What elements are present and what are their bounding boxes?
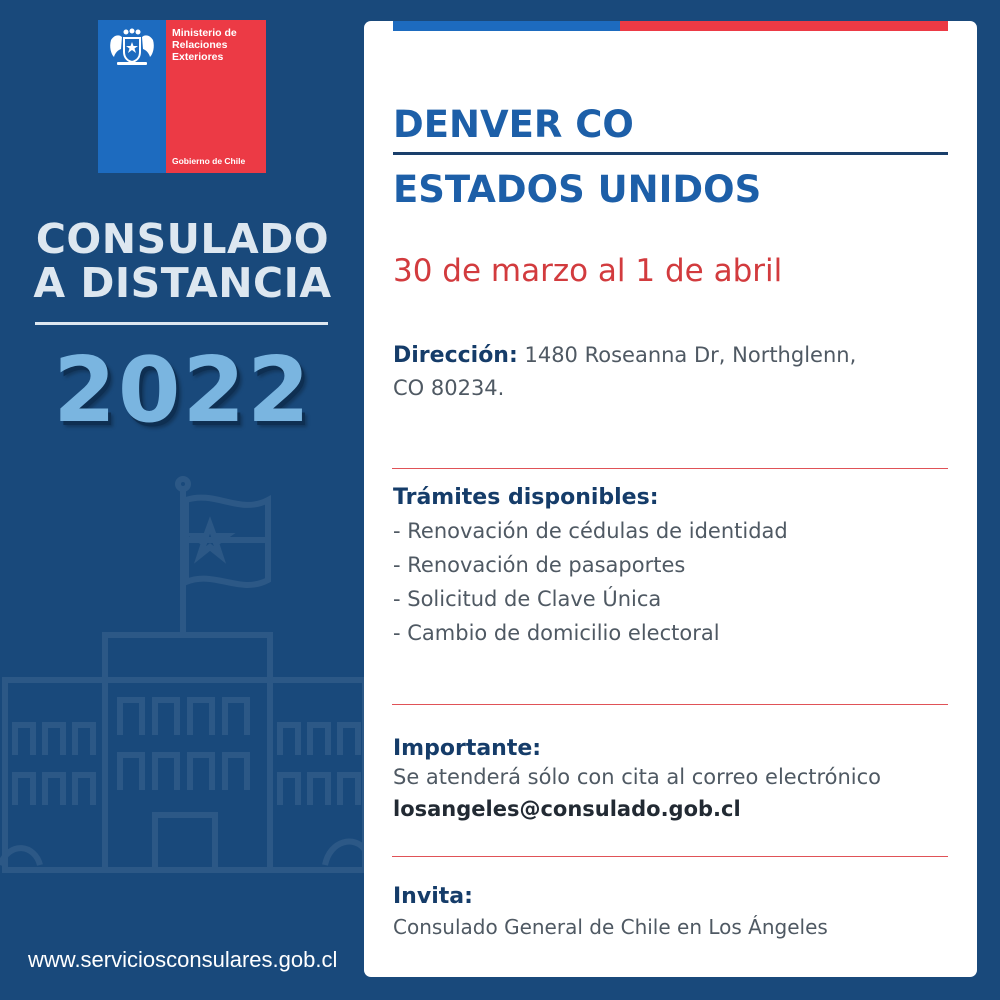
coat-of-arms-icon	[107, 28, 157, 70]
invita-section	[393, 884, 828, 943]
address-line-2: CO 80234.	[393, 376, 505, 400]
building-illustration	[0, 470, 365, 910]
campaign-title-line-2: A DISTANCIA	[33, 259, 332, 307]
tramites-title: Trámites disponibles:	[393, 485, 659, 510]
importante-title: Importante:	[393, 736, 542, 761]
city-divider	[393, 152, 948, 155]
tramites-list	[393, 514, 788, 650]
logo-red-panel	[166, 20, 266, 173]
event-city: DENVER CO	[393, 103, 634, 146]
event-dates: 30 de marzo al 1 de abril	[393, 253, 783, 289]
logo-blue-panel	[98, 20, 166, 173]
ministry-line-3: Exteriores	[172, 51, 224, 63]
campaign-title-line-1: CONSULADO	[35, 215, 330, 263]
campaign-year: 2022	[53, 338, 312, 443]
importante-section	[393, 736, 881, 825]
title-divider	[35, 322, 328, 325]
tramites-section	[393, 485, 788, 650]
card-top-bar-blue	[393, 21, 620, 31]
address-block	[393, 339, 913, 404]
contact-email-link[interactable]: losangeles@consulado.gob.cl	[393, 797, 741, 821]
event-card	[364, 21, 977, 977]
website-link[interactable]: www.serviciosconsulares.gob.cl	[28, 947, 338, 972]
tramite-item: - Renovación de pasaportes	[393, 553, 686, 577]
tramite-item: - Renovación de cédulas de identidad	[393, 519, 788, 543]
ministry-name	[172, 27, 237, 63]
government-label: Gobierno de Chile	[172, 156, 246, 166]
event-country: ESTADOS UNIDOS	[393, 168, 762, 211]
invita-text: Consulado General de Chile en Los Ángeles	[393, 915, 828, 939]
ministry-line-2: Relaciones	[172, 39, 228, 51]
section-divider	[392, 468, 948, 469]
address-label: Dirección:	[393, 343, 518, 368]
importante-text: Se atenderá sólo con cita al correo electrónico	[393, 765, 882, 789]
address-line-1: 1480 Roseanna Dr, Northglenn,	[524, 343, 857, 367]
tramite-item: - Solicitud de Clave Única	[393, 587, 662, 611]
section-divider	[392, 856, 948, 857]
ministry-logo	[98, 20, 266, 173]
invita-title: Invita:	[393, 884, 473, 909]
card-top-bar-red	[620, 21, 948, 31]
tramite-item: - Cambio de domicilio electoral	[393, 621, 720, 645]
section-divider	[392, 704, 948, 705]
ministry-line-1: Ministerio de	[172, 27, 237, 39]
